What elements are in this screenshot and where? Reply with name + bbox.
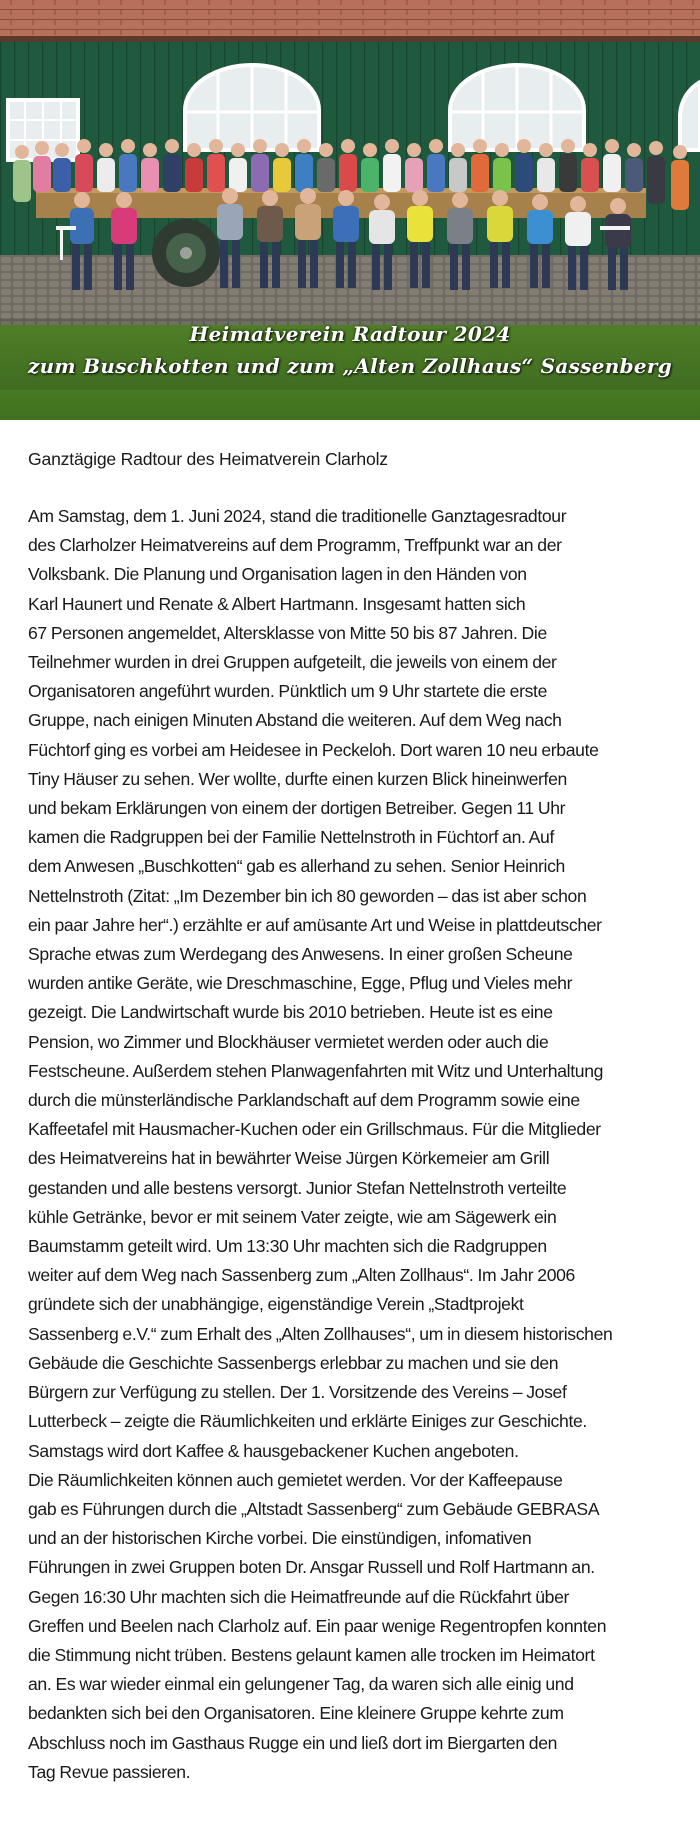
article-line: Pension, wo Zimmer und Blockhäuser vermietet werden oder auch die: [28, 1031, 549, 1052]
article-line: des Heimatvereins hat in bewährter Weise Jürgen Körkemeier am Grill: [28, 1148, 550, 1169]
article-line: Gegen 16:30 Uhr machten sich die Heimatfreunde auf die Rückfahrt über: [28, 1586, 570, 1607]
article-line: Am Samstag, dem 1. Juni 2024, stand die traditionelle Ganztagesradtour: [28, 506, 567, 526]
article-line: Sprache etwas zum Werdegang des Anwesens. In einer großen Scheune: [28, 944, 573, 965]
article-line: Füchtorf ging es vorbei am Heidesee in Peckeloh. Dort waren 10 neu erbaute: [28, 739, 599, 760]
arched-window-left: [185, 65, 319, 150]
article-line: gestanden und alle bestens versorgt. Junior Stefan Nettelnstroth verteilte: [28, 1177, 567, 1198]
article-line: und bekam Erklärungen von einem der dortigen Betreiber. Gegen 11 Uhr: [28, 798, 566, 819]
article-line: dem Anwesen „Buschkotten“ gab es allerhand zu sehen. Senior Heinrich: [28, 856, 565, 877]
article-line: Die Räumlichkeiten können auch gemietet werden. Vor der Kaffeepause: [28, 1469, 563, 1490]
article-line: wurden antike Geräte, wie Dreschmaschine, Egge, Pflug und Vieles mehr: [28, 973, 573, 994]
article-line: Festscheune. Außerdem stehen Planwagenfahrten mit Witz und Unterhaltung: [28, 1060, 604, 1081]
arched-window-right: [450, 65, 584, 150]
article-line: weiter auf dem Weg nach Sassenberg zum „Alten Zollhaus“. Im Jahr 2006: [28, 1265, 575, 1286]
article-line: Sassenberg e.V.“ zum Erhalt des „Alten Zollhauses“, um in diesem historischen: [28, 1323, 613, 1344]
article-line: und an der historischen Kirche vorbei. Die einstündigen, infomativen: [28, 1528, 532, 1549]
article-line: des Clarholzer Heimatvereins auf dem Programm, Treffpunkt war an der: [28, 535, 562, 556]
article-line: Gruppe, nach einigen Minuten Abstand die weiteren. Auf dem Weg nach: [28, 710, 562, 731]
article-line: Kaffeetafel mit Hausmacher-Kuchen oder ein Grillschmaus. Für die Mitglieder: [28, 1119, 601, 1140]
article-line: 67 Personen angemeldet, Altersklasse von Mitte 50 bis 87 Jahren. Die: [28, 622, 547, 643]
article-line: Nettelnstroth (Zitat: „Im Dezember bin ich 80 geworden – das ist aber schon: [28, 885, 587, 906]
article-line: an. Es war wieder einmal ein gelungener Tag, da waren sich alle einig und: [28, 1674, 574, 1695]
article-line: Volksbank. Die Planung und Organisation lagen in den Händen von: [28, 564, 527, 585]
article-line: Teilnehmer wurden in drei Gruppen aufgeteilt, die jeweils von einem der: [28, 652, 557, 673]
article-line: bedankten sich bei den Organisatoren. Eine kleinere Gruppe kehrte zum: [28, 1703, 564, 1724]
article-line: gezeigt. Die Landwirtschaft wurde bis 2010 betrieben. Heute ist es eine: [28, 1002, 553, 1023]
photo-caption-title: Heimatverein Radtour 2024: [189, 322, 511, 346]
article: [28, 446, 678, 1787]
article-line: kamen die Radgruppen bei der Familie Nettelnstroth in Füchtorf an. Auf: [28, 827, 554, 848]
article-line: Führungen in zwei Gruppen boten Dr. Ansgar Russell und Rolf Hartmann an.: [28, 1557, 595, 1578]
article-line: Organisatoren angeführt wurden. Pünktlich um 9 Uhr startete die erste: [28, 681, 547, 702]
article-line: Tiny Häuser zu sehen. Wer wollte, durfte einen kurzen Blick hineinwerfen: [28, 768, 567, 789]
article-line: durch die münsterländische Parklandschaft auf dem Programm sowie eine: [28, 1090, 580, 1111]
article-title: Ganztägige Radtour des Heimatverein Clarholz: [28, 449, 388, 469]
article-line: Samstags wird dort Kaffee & hausgebackener Kuchen angeboten.: [28, 1440, 519, 1461]
article-line: Greffen und Beelen nach Clarholz auf. Ein paar wenige Regentropfen konnten: [28, 1615, 607, 1636]
roof-tiles: [0, 0, 700, 40]
article-line: Karl Haunert und Renate & Albert Hartmann. Insgesamt hatten sich: [28, 593, 526, 614]
article-line: Lutterbeck – zeigte die Räumlichkeiten und erklärte Einiges zur Geschichte.: [28, 1411, 587, 1432]
article-line: Baumstamm geteilt wird. Um 13:30 Uhr machten sich die Radgruppen: [28, 1236, 547, 1257]
article-line: gab es Führungen durch die „Altstadt Sassenberg“ zum Gebäude GEBRASA: [28, 1498, 600, 1519]
article-line: die Stimmung nicht trüben. Bestens gelaunt kamen alle trocken im Heimatort: [28, 1644, 595, 1665]
article-body: [28, 502, 678, 1787]
article-line: Abschluss noch im Gasthaus Rugge ein und ließ dort im Biergarten den: [28, 1732, 558, 1753]
photo-caption-subtitle: zum Buschkotten und zum „Alten Zollhaus“ Sassenberg: [27, 354, 673, 378]
header-photo: [0, 0, 700, 420]
article-line: Tag Revue passieren.: [28, 1761, 191, 1782]
article-line: ein paar Jahre her“.) erzählte er auf amüsante Art und Weise in plattdeutscher: [28, 914, 602, 935]
article-line: Gebäude die Geschichte Sassenbergs erlebbar zu machen und sie den: [28, 1352, 559, 1373]
article-line: kühle Getränke, bevor er mit seinem Vater zeigte, wie am Sägewerk ein: [28, 1206, 557, 1227]
article-line: gründete sich der unabhängige, eigenständige Verein „Stadtprojekt: [28, 1294, 524, 1315]
article-line: Bürgern zur Verfügung zu stellen. Der 1. Vorsitzende des Vereins – Josef: [28, 1382, 567, 1403]
